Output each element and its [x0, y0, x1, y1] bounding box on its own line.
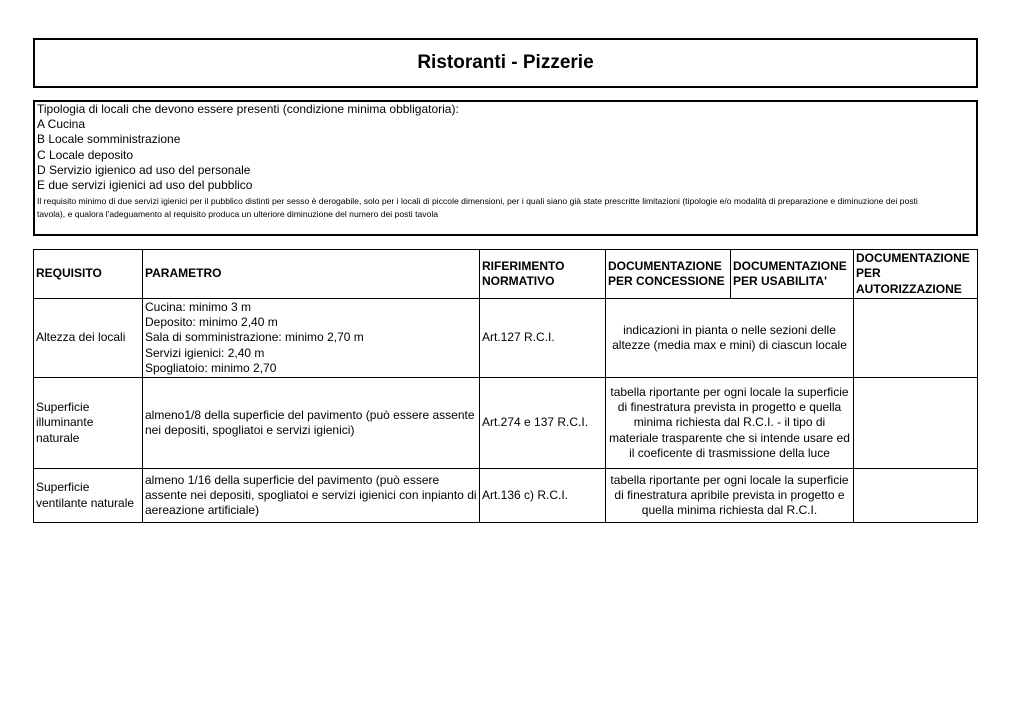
table-row [34, 469, 978, 523]
header-doc-autorizzazione: DOCUMENTAZIONE PER AUTORIZZAZIONE [854, 250, 978, 299]
cell-requisito: Superficie illuminante naturale [34, 378, 143, 469]
parametro-line: Deposito: minimo 2,40 m [145, 315, 278, 330]
header-parametro: PARAMETRO [143, 250, 480, 299]
info-note-line: tavola), e qualora l'adeguamento al requisito produca un ulteriore diminuzione del numero dei posti tavola [37, 209, 439, 220]
header-doc-usabilita: DOCUMENTAZIONE PER USABILITA' [731, 250, 854, 299]
cell-parametro: almeno 1/16 della superficie del pavimento (può essere assente nei depositi, spogliatoi e servizi igienici con inpianto di aereazione artificiale) [143, 469, 480, 523]
cell-documentazione: tabella riportante per ogni locale la superficie di finestratura apribile prevista in progetto e quella minima richiesta dal R.C.I. [606, 469, 854, 523]
info-line: A Cucina [37, 117, 86, 132]
page-title: Ristoranti - Pizzerie [417, 52, 594, 73]
info-box [33, 100, 978, 236]
cell-parametro [143, 299, 480, 378]
info-note [35, 195, 976, 221]
parametro-line: Sala di somministrazione: minimo 2,70 m [145, 330, 364, 345]
title-box [33, 38, 978, 88]
info-line: E due servizi igienici ad uso del pubblico [37, 178, 253, 193]
cell-requisito: Superficie ventilante naturale [34, 469, 143, 523]
info-note-line: Il requisito minimo di due servizi igienici per il pubblico distinti per sesso è derogabile, solo per i locali di piccole dimensioni, per i quali siano già state prescritte limitazioni (tipologie e/o modalità di preparazione e diminuzione dei posti [37, 196, 918, 207]
table-header-row [34, 250, 978, 299]
cell-riferimento: Art.274 e 137 R.C.I. [480, 378, 606, 469]
info-line: C Locale deposito [37, 147, 134, 162]
cell-documentazione: indicazioni in pianta o nelle sezioni delle altezze (media max e mini) di ciascun locale [606, 299, 854, 378]
cell-autorizzazione [854, 469, 978, 523]
cell-documentazione: tabella riportante per ogni locale la superficie di finestratura prevista in progetto e quella minima richiesta dal R.C.I. - il tipo di materiale trasparente che si intende usare ed il coeficente di trasmissione della luce [606, 378, 854, 469]
table-row [34, 378, 978, 469]
header-requisito: REQUISITO [34, 250, 143, 299]
cell-parametro: almeno1/8 della superficie del pavimento (può essere assente nei depositi, spogliatoi e servizi igienici) [143, 378, 480, 469]
header-riferimento: RIFERIMENTO NORMATIVO [480, 250, 606, 299]
info-line: B Locale somministrazione [37, 132, 181, 147]
requirements-table [33, 249, 978, 523]
table-row [34, 299, 978, 378]
cell-riferimento: Art.127 R.C.I. [480, 299, 606, 378]
header-doc-concessione: DOCUMENTAZIONE PER CONCESSIONE [606, 250, 731, 299]
cell-riferimento: Art.136 c) R.C.I. [480, 469, 606, 523]
info-line: D Servizio igienico ad uso del personale [37, 162, 251, 177]
cell-requisito: Altezza dei locali [34, 299, 143, 378]
parametro-line: Servizi igienici: 2,40 m [145, 345, 265, 360]
info-line: Tipologia di locali che devono essere presenti (condizione minima obbligatoria): [37, 102, 459, 116]
parametro-line: Cucina: minimo 3 m [145, 299, 252, 314]
parametro-line: Spogliatoio: minimo 2,70 [145, 360, 277, 375]
cell-autorizzazione [854, 378, 978, 469]
cell-autorizzazione [854, 299, 978, 378]
